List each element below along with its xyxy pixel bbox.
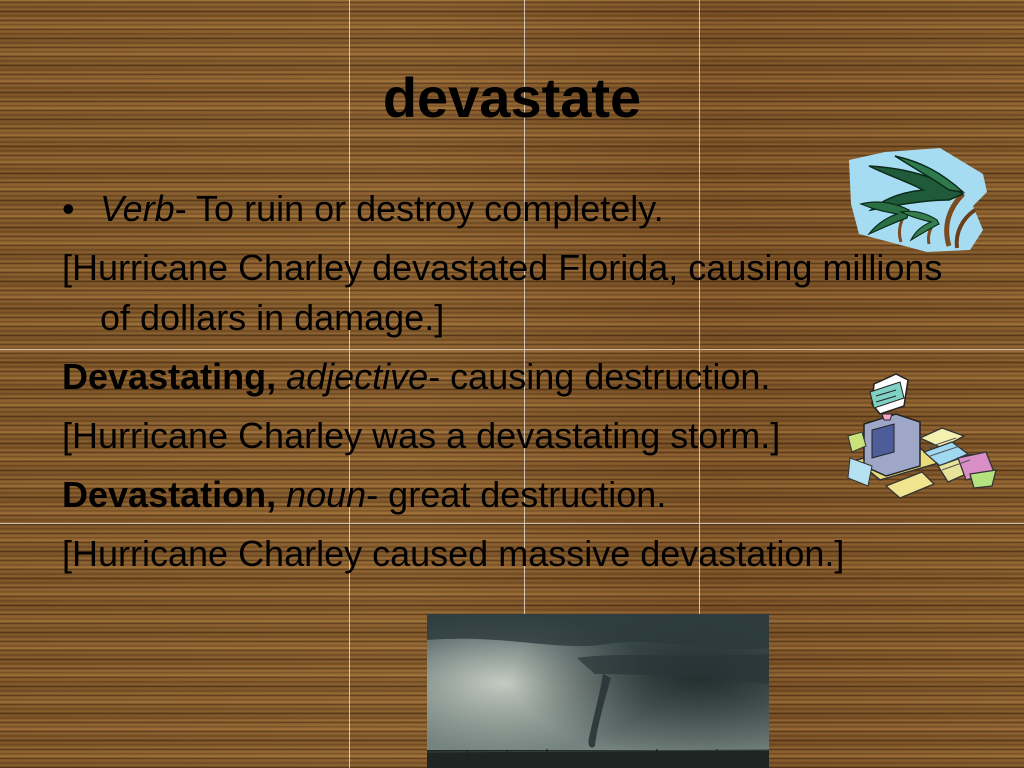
definition-text: - To ruin or destroy completely.: [174, 188, 664, 229]
part-of-speech: adjective: [286, 356, 429, 397]
palm-trees-icon: [845, 146, 990, 254]
definition-verb: [62, 184, 982, 234]
example-sentence: [Hurricane Charley caused massive devastation.]: [62, 533, 845, 574]
slide-body: [62, 184, 982, 579]
word-form: Devastating,: [62, 356, 277, 397]
example-sentence: [Hurricane Charley devastated Florida, causing millions of dollars in damage.]: [62, 247, 943, 338]
definition-text: - great destruction.: [366, 474, 667, 515]
bullet: •: [62, 188, 75, 229]
tornado-photo: [427, 614, 769, 768]
slide-title: devastate: [382, 66, 642, 129]
definition-text: - causing destruction.: [428, 356, 771, 397]
computer-papers-icon: [846, 362, 998, 502]
definition-noun: [62, 470, 982, 520]
part-of-speech: Verb: [100, 188, 175, 229]
word-form: Devastation,: [62, 474, 277, 515]
part-of-speech: noun: [286, 474, 367, 515]
definition-adjective: [62, 352, 982, 402]
example-sentence: [Hurricane Charley was a devastating storm.]: [62, 415, 781, 456]
